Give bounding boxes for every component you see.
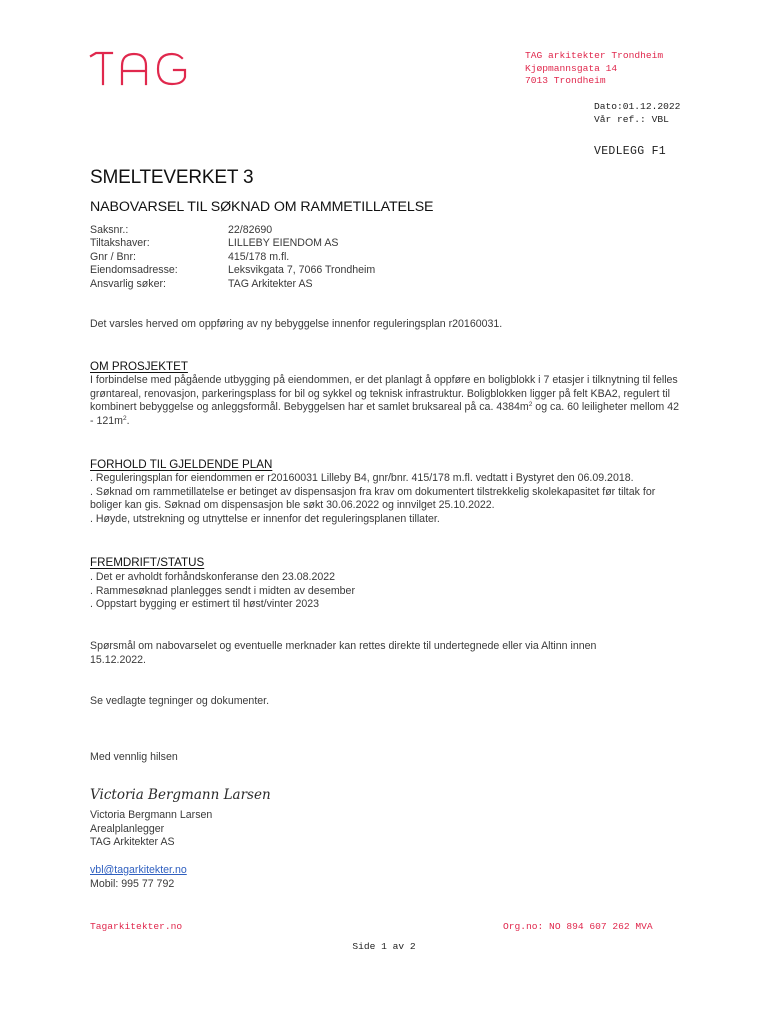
date: Dato:01.12.2022 <box>594 101 681 112</box>
phone-number: Mobil: 995 77 792 <box>90 877 175 890</box>
sender-line-3: 7013 Trondheim <box>525 75 606 87</box>
closing-greeting: Med vennlig hilsen <box>90 751 178 763</box>
project-text: I forbindelse med pågående utbygging på eiendommen, er det planlagt å oppføre en boligblokk i 7 etasjer i tilknytning til felles grøntareal, renovasjon, parkeringsplass for bil og sykkel og teknisk infrastruktur. Boligblokken ligger på felt KBA2, regulert til kombinert bebyggelse og anleggsformål. Bebyggelsen har et samlet bruksareal på ca. 4384m <box>90 374 678 413</box>
list-item: . Rammesøknad planlegges sendt i midten av desember <box>90 584 355 597</box>
email-link[interactable]: vbl@tagarkitekter.no <box>90 864 187 876</box>
list-item: . Oppstart bygging er estimert til høst/vinter 2023 <box>90 598 320 610</box>
detail-value: TAG Arkitekter AS <box>228 277 313 290</box>
list-item: . Søknad om rammetillatelse er betinget av dispensasjon fra krav om dokumentert tilstrekkelig skolekapasitet før tiltak for boliger kan gis. Søknad om dispensasjon ble søkt 30.06.2022 og innvilget 25.10.2022. <box>90 485 656 511</box>
list-item: . Reguleringsplan for eiendommen er r20160031 Lilleby B4, gnr/bnr. 415/178 m.fl. vedtatt i Bystyret den 06.09.2018. <box>90 472 634 484</box>
signer-block <box>90 809 212 850</box>
detail-row <box>90 224 375 237</box>
contact-block <box>90 864 187 891</box>
signer-company: TAG Arkitekter AS <box>90 836 175 848</box>
section-heading-progress: FREMDRIFT/STATUS <box>90 556 205 569</box>
plan-list <box>90 472 680 526</box>
detail-label: Tiltakshaver: <box>90 237 150 250</box>
project-paragraph <box>90 374 680 428</box>
tag-logo <box>90 52 200 86</box>
detail-value: LILLEBY EIENDOM AS <box>228 237 339 250</box>
page-number: Side 1 av 2 <box>352 941 416 952</box>
detail-label: Ansvarlig søker: <box>90 277 166 290</box>
detail-row <box>90 237 375 250</box>
sender-address <box>525 50 663 88</box>
questions-paragraph: Spørsmål om nabovarselet og eventuelle merknader kan rettes direkte til undertegnede eller via Altinn innen 15.12.2022. <box>90 640 597 666</box>
footer-website: Tagarkitekter.no <box>90 921 183 932</box>
superscript: 2 <box>122 414 127 422</box>
progress-list <box>90 571 680 612</box>
section-heading-project: OM PROSJEKTET <box>90 360 188 373</box>
date-ref-block <box>594 101 680 126</box>
section-heading-plan: FORHOLD TIL GJELDENDE PLAN <box>90 458 273 471</box>
list-item: . Høyde, utstrekning og utnyttelse er innenfor det reguleringsplanen tillater. <box>90 512 440 525</box>
list-item: . Det er avholdt forhåndskonferanse den 23.08.2022 <box>90 571 336 583</box>
sender-line-2: Kjøpmannsgata 14 <box>525 62 618 74</box>
signer-role: Arealplanlegger <box>90 822 165 835</box>
case-details <box>90 224 375 291</box>
detail-row <box>90 278 375 291</box>
detail-row <box>90 264 375 277</box>
signer-name: Victoria Bergmann Larsen <box>90 809 213 821</box>
attachments-note: Se vedlagte tegninger og dokumenter. <box>90 695 270 707</box>
detail-label: Eiendomsadresse: <box>90 264 178 277</box>
detail-value: Leksvikgata 7, 7066 Trondheim <box>228 264 376 277</box>
attachment-label: VEDLEGG F1 <box>594 145 667 158</box>
document-subtitle: NABOVARSEL TIL SØKNAD OM RAMMETILLATELSE <box>90 199 434 215</box>
project-text-mid: og ca. 60 leiligheter mellom 42 - 121m <box>90 401 679 427</box>
detail-label: Saksnr.: <box>90 224 129 236</box>
project-text-end: . <box>126 414 130 427</box>
sender-line-1: TAG arkitekter Trondheim <box>525 50 664 61</box>
superscript: 2 <box>528 401 533 408</box>
footer-org-number: Org.no: NO 894 607 262 MVA <box>503 921 653 932</box>
detail-value: 22/82690 <box>228 224 273 236</box>
signature-script: Victoria Bergmann Larsen <box>90 787 271 803</box>
detail-row <box>90 251 375 264</box>
document-title: SMELTEVERKET 3 <box>90 167 254 188</box>
reference: Vår ref.: VBL <box>594 113 669 125</box>
intro-paragraph: Det varsles herved om oppføring av ny bebyggelse innenfor reguleringsplan r20160031. <box>90 318 503 330</box>
handwritten-signature <box>88 780 271 806</box>
detail-label: Gnr / Bnr: <box>90 250 136 263</box>
detail-value: 415/178 m.fl. <box>228 250 290 263</box>
